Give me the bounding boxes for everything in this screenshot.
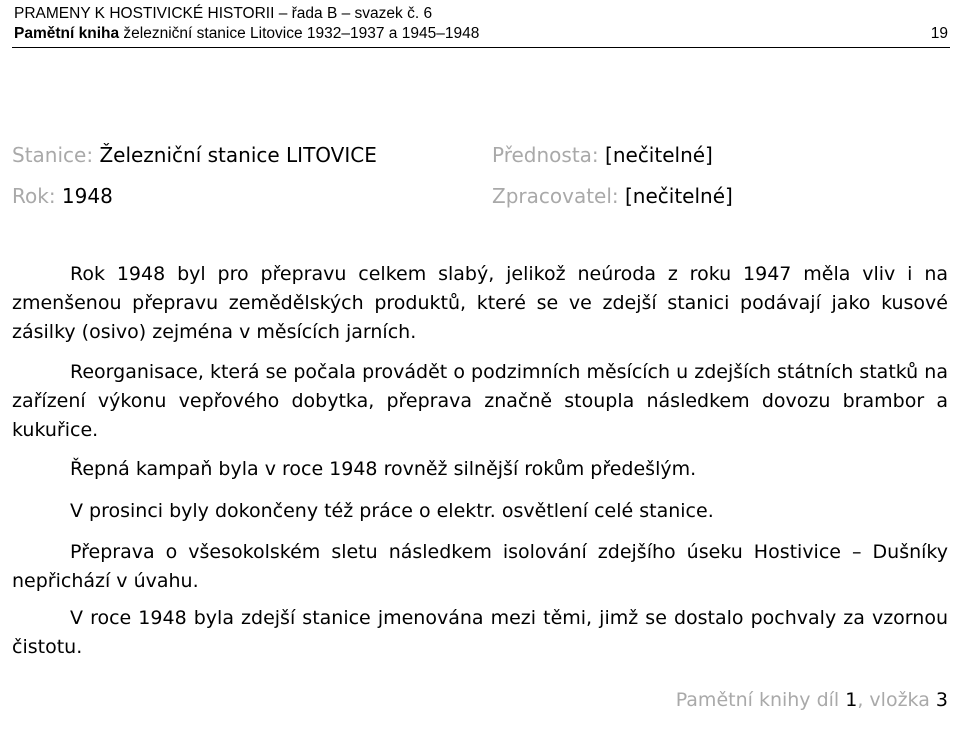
document-title	[14, 24, 479, 44]
year-field	[12, 183, 113, 209]
paragraph: Přeprava o všesokolském sletu následkem isolování zdejšího úseku Hostivice – Dušníky nepřichází v úvahu.	[12, 541, 948, 592]
chief-value: [nečitelné]	[605, 143, 713, 167]
year-value: 1948	[61, 184, 113, 208]
page-number: 19	[930, 25, 948, 42]
footer-insert-number: 3	[935, 689, 948, 711]
year-label: Rok:	[12, 184, 56, 208]
paragraph: V roce 1948 byla zdejší stanice jmenována mezi těmi, jimž se dostalo pochvaly za vzornou čistotu.	[12, 607, 948, 658]
footer	[676, 687, 948, 713]
paragraph: Řepná kampaň byla v roce 1948 rovněž silnější rokům předešlým.	[70, 458, 697, 480]
paragraph: V prosinci byly dokončeny též práce o elektr. osvětlení celé stanice.	[70, 500, 714, 522]
series-header: PRAMENY K HOSTIVICKÉ HISTORII – řada B – svazek č. 6	[14, 5, 433, 22]
chief-label: Přednosta:	[492, 143, 599, 167]
title-bold: Pamětní kniha	[14, 25, 120, 42]
footer-text-2: , vložka	[857, 689, 936, 711]
station-label: Stanice:	[12, 143, 94, 167]
author-value: [nečitelné]	[625, 184, 733, 208]
chief-field	[492, 142, 713, 168]
footer-part-number: 1	[845, 689, 858, 711]
title-rest: železniční stanice Litovice 1932–1937 a 1945–1948	[119, 25, 480, 42]
author-field	[492, 183, 733, 209]
station-field	[12, 142, 377, 168]
paragraph: Reorganisace, která se počala provádět o podzimních měsících u zdejších státních statků na zařízení výkonu vepřového dobytka, přeprava značně stoupla následkem dovozu brambor a kukuřice.	[12, 361, 948, 441]
header-divider	[12, 47, 950, 48]
paragraph: Rok 1948 byl pro přepravu celkem slabý, jelikož neúroda z roku 1947 měla vliv i na zmenšenou přepravu zemědělských produktů, které se ve zdejší stanici podávají jako kusové zásilky (osivo) zejména v měsících jarních.	[12, 263, 948, 343]
station-value: Železniční stanice LITOVICE	[99, 143, 377, 167]
author-label: Zpracovatel:	[492, 184, 619, 208]
footer-text: Pamětní knihy díl	[675, 689, 846, 711]
